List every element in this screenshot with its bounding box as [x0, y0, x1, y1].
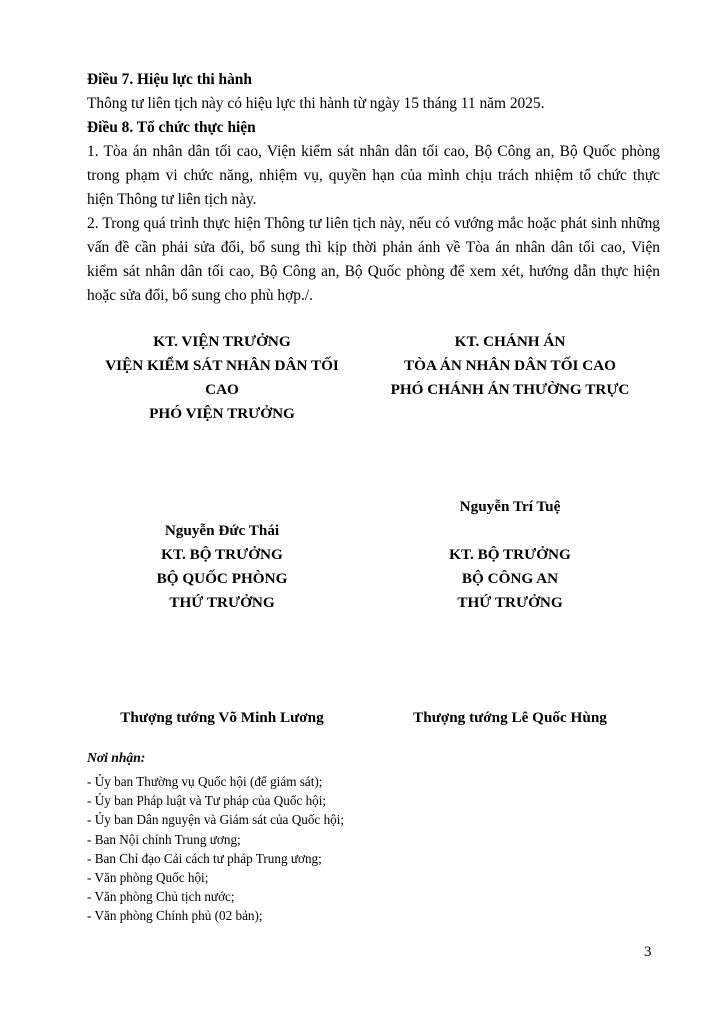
recipient-item: - Văn phòng Quốc hội; [87, 870, 209, 886]
procuracy-signature-title: PHÓ VIỆN TRƯỞNG [149, 405, 295, 422]
defense-signature-title: THỨ TRƯỞNG [169, 594, 275, 611]
article-8-heading: Điều 8. Tổ chức thực hiện [87, 119, 256, 136]
court-signature-title: PHÓ CHÁNH ÁN THƯỜNG TRỰC [390, 381, 630, 398]
police-signer-name: Thượng tướng Lê Quốc Hùng [413, 709, 607, 726]
article-8-para2-line: vấn đề cần phải sửa đổi, bổ sung thì kịp thời phản ánh về Tòa án nhân dân tối cao, Viện [87, 239, 660, 256]
court-signature-title: KT. CHÁNH ÁN [454, 333, 566, 350]
article-8-para2-line: 2. Trong quá trình thực hiện Thông tư liên tịch này, nếu có vướng mắc hoặc phát sinh những [87, 215, 660, 232]
court-signer-name: Nguyễn Trí Tuệ [459, 498, 561, 515]
recipient-item: - Ủy ban Dân nguyện và Giám sát của Quốc hội; [87, 812, 345, 828]
article-7-heading: Điều 7. Hiệu lực thi hành [87, 71, 252, 88]
article-7-text: Thông tư liên tịch này có hiệu lực thi hành từ ngày 15 tháng 11 năm 2025. [87, 95, 545, 112]
page-number: 3 [644, 944, 652, 960]
police-signature-title: THỨ TRƯỞNG [457, 594, 563, 611]
police-signature-title: KT. BỘ TRƯỞNG [449, 546, 571, 563]
recipient-item: - Ban Chỉ đạo Cải cách tư pháp Trung ương; [87, 850, 322, 866]
police-signature-title: BỘ CÔNG AN [461, 570, 559, 587]
article-8-para1-line: trong phạm vi chức năng, nhiệm vụ, quyền hạn của mình chịu trách nhiệm tổ chức thực [87, 167, 660, 184]
recipients-list [87, 772, 344, 926]
procuracy-signature-title: KT. VIỆN TRƯỞNG [153, 333, 291, 350]
article-8-para1-line: 1. Tòa án nhân dân tối cao, Viện kiểm sát nhân dân tối cao, Bộ Công an, Bộ Quốc phòng [87, 143, 660, 160]
procuracy-signer-name: Nguyễn Đức Thái [164, 522, 280, 539]
article-8-para2-line: hoặc sửa đổi, bổ sung cho phù hợp./. [87, 287, 313, 304]
recipient-item: - Ủy ban Pháp luật và Tư pháp của Quốc hội; [87, 793, 327, 809]
court-signature-title: TÒA ÁN NHÂN DÂN TỐI CAO [404, 357, 616, 374]
recipient-item: - Ban Nội chính Trung ương; [87, 831, 241, 847]
procuracy-signature-title: CAO [205, 381, 239, 398]
recipient-item: - Văn phòng Chính phủ (02 bản); [87, 908, 263, 924]
defense-signer-name: Thượng tướng Võ Minh Lương [120, 709, 324, 726]
procuracy-signature-title: VIỆN KIỂM SÁT NHÂN DÂN TỐI [105, 357, 339, 374]
recipients-title: Nơi nhận: [87, 750, 146, 765]
recipient-item: - Văn phòng Chủ tịch nước; [87, 889, 235, 905]
defense-signature-title: BỘ QUỐC PHÒNG [156, 570, 288, 587]
recipient-item: - Ủy ban Thường vụ Quốc hội (để giám sát); [87, 774, 323, 789]
defense-signature-title: KT. BỘ TRƯỞNG [161, 546, 283, 563]
article-8-para1-line: hiện Thông tư liên tịch này. [87, 191, 257, 208]
article-8-para2-line: kiểm sát nhân dân tối cao, Bộ Công an, Bộ Quốc phòng để xem xét, hướng dẫn thực hiện [87, 263, 660, 280]
